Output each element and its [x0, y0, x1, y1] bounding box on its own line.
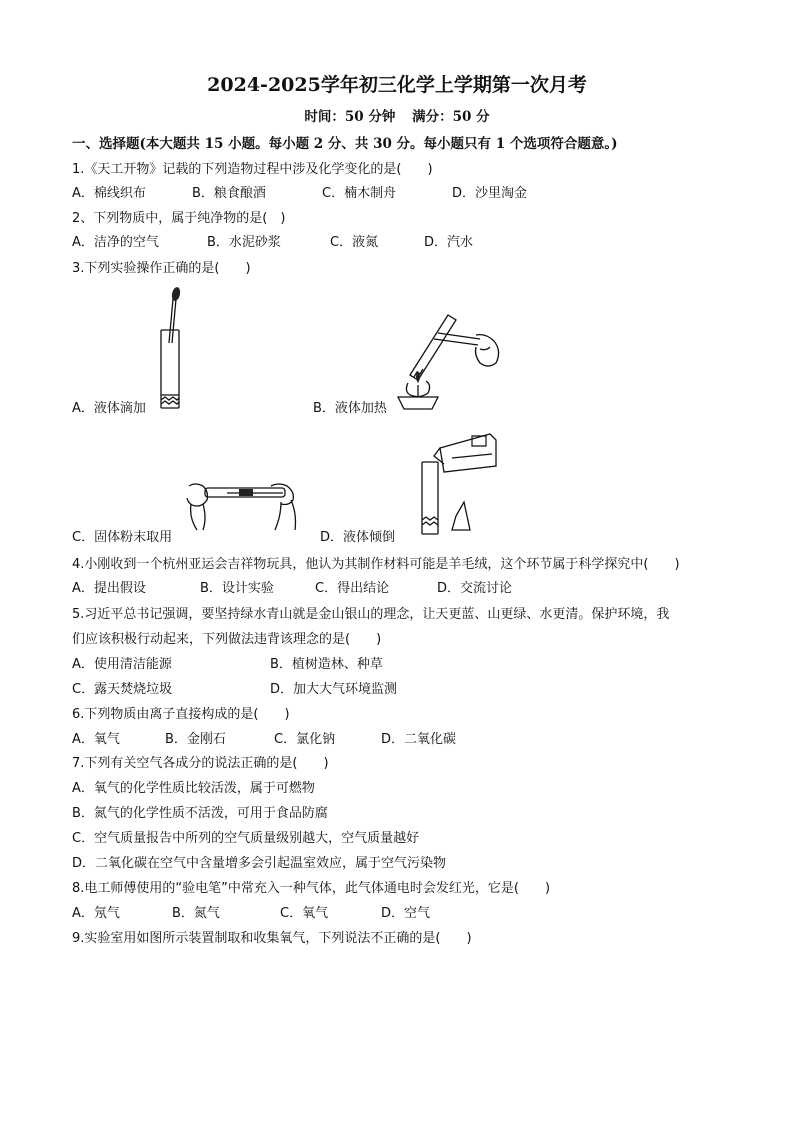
q2-option-c[interactable]: C．液氮	[330, 235, 379, 250]
q3-option-a[interactable]: A．液体滴加	[72, 401, 146, 416]
q1-option-a[interactable]: A．棉线织布	[72, 186, 146, 201]
exam-time: 时间：50 分钟	[304, 109, 396, 125]
figure-b-liquid-heating	[388, 305, 508, 415]
q4-option-b[interactable]: B．设计实验	[200, 581, 274, 596]
q7-option-c[interactable]: C．空气质量报告中所列的空气质量级别越大，空气质量越好	[72, 831, 420, 846]
q7-option-b[interactable]: B．氮气的化学性质不活泼，可用于食品防腐	[72, 806, 328, 821]
q3-option-b[interactable]: B．液体加热	[313, 401, 387, 416]
q2-option-d[interactable]: D．汽水	[424, 235, 474, 250]
q5-option-c[interactable]: C．露天焚烧垃圾	[72, 682, 173, 697]
q2-stem: 2、下列物质中，属于纯净物的是( )	[72, 211, 286, 226]
section-heading: 一、选择题(本大题共 15 小题。每小题 2 分、共 30 分。每小题只有 1 个选项符合题意。)	[72, 136, 618, 152]
q7-option-d[interactable]: D．二氧化碳在空气中含量增多会引起温室效应，属于空气污染物	[72, 856, 447, 871]
q5-option-d[interactable]: D．加大大气环境监测	[270, 682, 398, 697]
q4-option-c[interactable]: C．得出结论	[315, 581, 390, 596]
q4-option-d[interactable]: D．交流讨论	[437, 581, 513, 596]
q9-stem: 9.实验室用如图所示装置制取和收集氧气，下列说法不正确的是( )	[72, 931, 472, 946]
figure-d-liquid-pouring	[410, 428, 500, 540]
q5-option-b[interactable]: B．植树造林、种草	[270, 657, 383, 672]
exam-title: 2024-2025学年初三化学上学期第一次月考	[207, 74, 587, 96]
q2-option-b[interactable]: B．水泥砂浆	[207, 235, 281, 250]
q5-option-a[interactable]: A．使用清洁能源	[72, 657, 172, 672]
q6-option-d[interactable]: D．二氧化碳	[381, 732, 457, 747]
q1-option-c[interactable]: C．楠木制舟	[322, 186, 397, 201]
exam-meta	[0, 105, 794, 125]
q4-option-a[interactable]: A．提出假设	[72, 581, 146, 596]
q5-stem: 5.习近平总书记强调，要坚持绿水青山就是金山银山的理念，让天更蓝、山更绿、水更清。保护环境，我	[72, 607, 670, 622]
q7-option-a[interactable]: A．氧气的化学性质比较活泼，属于可燃物	[72, 781, 315, 796]
figure-c-powder-taking	[185, 478, 300, 538]
q8-option-d[interactable]: D．空气	[381, 906, 431, 921]
q3-option-d[interactable]: D．液体倾倒	[320, 530, 396, 545]
q6-option-b[interactable]: B．金刚石	[165, 732, 226, 747]
q6-stem: 6.下列物质由离子直接构成的是( )	[72, 707, 290, 722]
q1-option-b[interactable]: B．粮食酿酒	[192, 186, 266, 201]
q8-option-c[interactable]: C．氧气	[280, 906, 329, 921]
q8-option-b[interactable]: B．氮气	[172, 906, 220, 921]
q6-option-a[interactable]: A．氧气	[72, 732, 120, 747]
q1-stem: 1.《天工开物》记载的下列造物过程中涉及化学变化的是( )	[72, 162, 433, 177]
q5-stem-continued: 们应该积极行动起来，下列做法违背该理念的是( )	[72, 632, 382, 647]
q1-option-d[interactable]: D．沙里淘金	[452, 186, 528, 201]
q3-stem: 3.下列实验操作正确的是( )	[72, 261, 251, 276]
q6-option-c[interactable]: C．氯化钠	[274, 732, 336, 747]
q3-option-c[interactable]: C．固体粉末取用	[72, 530, 173, 545]
q7-stem: 7.下列有关空气各成分的说法正确的是( )	[72, 756, 329, 771]
q2-option-a[interactable]: A．洁净的空气	[72, 235, 159, 250]
figure-a-liquid-dropping	[145, 285, 205, 415]
exam-score: 满分：50 分	[412, 109, 490, 125]
q8-stem: 8.电工师傅使用的“验电笔”中常充入一种气体，此气体通电时会发红光，它是( )	[72, 881, 551, 896]
q8-option-a[interactable]: A．氖气	[72, 906, 120, 921]
q4-stem: 4.小刚收到一个杭州亚运会吉祥物玩具，他认为其制作材料可能是羊毛绒，这个环节属于科学探究中( )	[72, 557, 680, 572]
